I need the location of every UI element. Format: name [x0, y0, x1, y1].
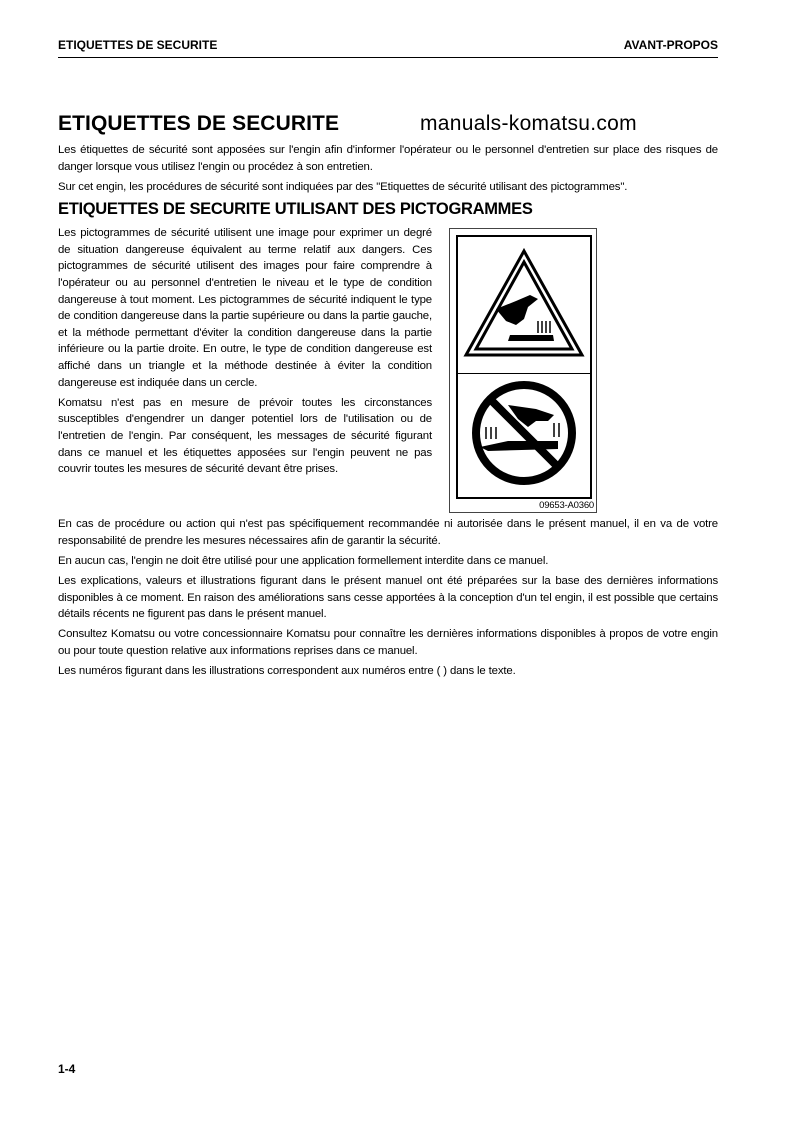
- text-column: [58, 225, 432, 481]
- paragraph: En cas de procédure ou action qui n'est pas spécifiquement recommandée ni autorisée dans le présent manuel, il en va de votre responsabilité de prendre les mesures nécessaires afin de garantir la sécurité.: [58, 518, 718, 547]
- paragraph: En aucun cas, l'engin ne doit être utilisé pour une application formellement interdite dans ce manuel.: [58, 554, 549, 567]
- section-title: ETIQUETTES DE SECURITE UTILISANT DES PICTOGRAMMES: [58, 200, 533, 219]
- figure-code: 09653-A0360: [539, 500, 594, 512]
- header-section: ETIQUETTES DE SECURITE: [58, 38, 218, 52]
- intro-paragraph: Sur cet engin, les procédures de sécurité sont indiquées par des "Etiquettes de sécurité utilisant des pictogrammes".: [58, 180, 628, 193]
- hot-surface-warning-icon: [458, 237, 590, 497]
- paragraph: Les explications, valeurs et illustrations figurant dans le présent manuel ont été préparées sur la base des dernières informations disponibles à ce moment. En raison des améliorations sans cesse apportées à la conception d'un tel engin, il est possible que certains détails récents ne figurent pas dans le présent manuel.: [58, 575, 718, 621]
- header-chapter: AVANT-PROPOS: [623, 38, 718, 52]
- page-content: [58, 142, 718, 683]
- page-number: 1-4: [58, 1062, 76, 1076]
- body-text: [58, 516, 718, 679]
- watermark: manuals-komatsu.com: [420, 112, 637, 135]
- safety-pictogram-figure: [449, 228, 597, 513]
- intro: [58, 142, 718, 195]
- page-title: ETIQUETTES DE SECURITE: [58, 112, 340, 135]
- intro-paragraph: Les étiquettes de sécurité sont apposées sur l'engin afin d'informer l'opérateur ou le personnel d'entretien sur place des risques de danger lorsque vous utilisez l'engin ou procédez à son entretien.: [58, 144, 718, 173]
- paragraph: Komatsu n'est pas en mesure de prévoir toutes les circonstances susceptibles d'engendrer un danger potentiel lors de l'utilisation ou de l'entretien de l'engin. Par conséquent, les messages de sécurité figurant dans ce manuel et les étiquettes apposées sur l'engin peuvent ne pas couvrir toutes les mesures de sécurité devant être prises.: [58, 396, 432, 476]
- paragraph: Consultez Komatsu ou votre concessionnaire Komatsu pour connaître les dernières informations disponibles à propos de votre engin ou pour toute question relative aux informations reprises dans ce manuel.: [58, 628, 718, 657]
- no-touch-icon: [476, 385, 572, 481]
- paragraph: Les numéros figurant dans les illustrations correspondent aux numéros entre ( ) dans le texte.: [58, 665, 516, 678]
- paragraph: Les pictogrammes de sécurité utilisent une image pour exprimer un degré de situation dangereuse équivalent au terme relatif aux dangers. Ces pictogrammes de sécurité utilisent des images pour faire comprendre à l'opérateur ou au personnel d'entretien le niveau et le type de condition dangereuse à tout moment. Les pictogrammes de sécurité indiquent le type de condition dangereuse dans la partie supérieure ou dans la partie gauche, et la méthode permettant d'éviter la condition dangereuse dans la partie inférieure ou la partie droite. En outre, le type de condition dangereuse est affiché dans un triangle et la méthode destinée à éviter la condition dangereuse est indiquée dans un cercle.: [58, 227, 432, 389]
- figure-divider: [458, 373, 590, 374]
- page-header: [58, 38, 718, 58]
